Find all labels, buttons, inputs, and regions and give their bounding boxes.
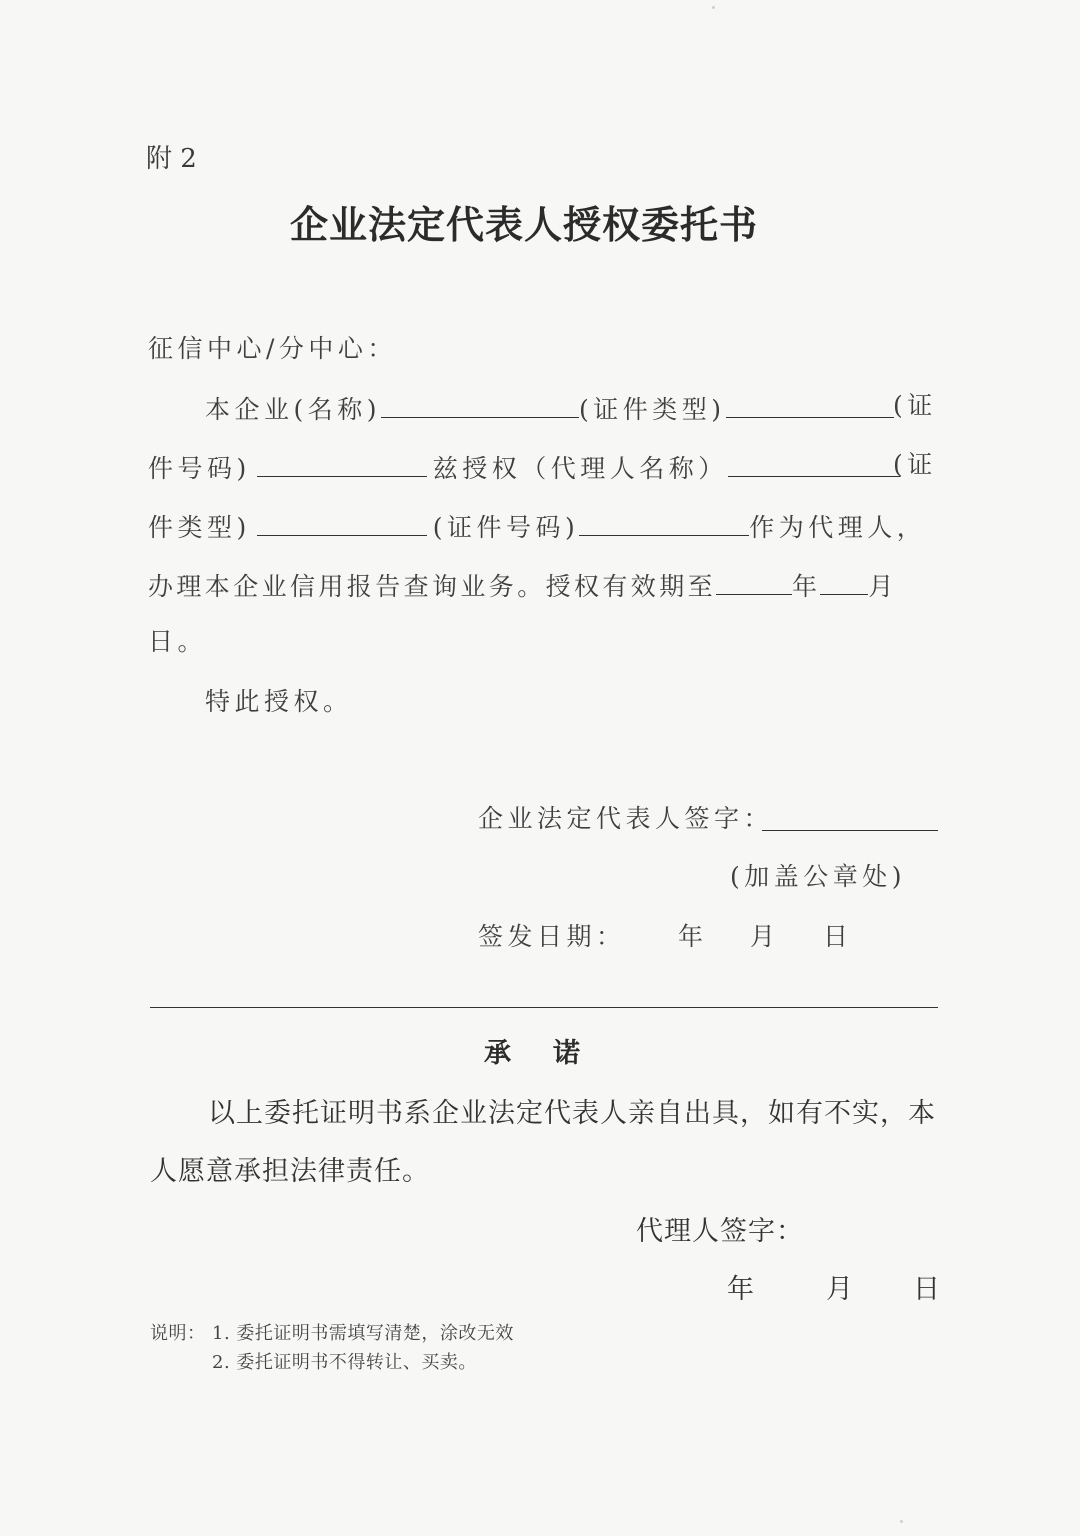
promise-day-label: 日 [913, 1274, 941, 1305]
company-name-blank[interactable] [381, 393, 579, 418]
addressee: 征信中心/分中心： [148, 334, 397, 363]
issue-date-label: 签发日期： [478, 922, 626, 951]
issue-year-label: 年 [678, 922, 708, 951]
id-number-blank[interactable] [257, 452, 427, 477]
seal-note: (加盖公章处) [730, 862, 907, 891]
id-number-label-start: (证 [893, 391, 937, 420]
agent-name-blank[interactable] [728, 452, 900, 477]
agent-signature-label: 代理人签字： [636, 1216, 804, 1247]
agent-id-type-label-end: 件类型) [148, 513, 251, 542]
authorization-line-2 [148, 452, 900, 481]
promise-month-label: 月 [826, 1274, 854, 1305]
notes-label: 说明： [150, 1323, 206, 1344]
scan-speck [900, 1520, 903, 1523]
note-item-1: 1. 委托证明书需填写清楚，涂改无效 [212, 1323, 514, 1344]
promise-text-line-1: 以上委托证明书系企业法定代表人亲自出具，如有不实，本 [208, 1098, 936, 1129]
agent-name-label: 兹授权（代理人名称） [432, 454, 728, 483]
validity-year-blank[interactable] [716, 570, 792, 595]
legal-rep-signature-blank[interactable] [762, 806, 938, 831]
validity-month-label: 月 [868, 572, 897, 601]
id-type-blank[interactable] [726, 393, 894, 418]
id-number-label-end: 件号码) [148, 454, 251, 483]
agent-id-type-label-start: (证 [893, 450, 937, 479]
validity-month-blank[interactable] [820, 570, 868, 595]
section-divider [150, 1007, 938, 1008]
annex-label: 附 2 [146, 144, 197, 174]
legal-rep-signature-label: 企业法定代表人签字： [478, 804, 774, 833]
promise-year-label: 年 [727, 1274, 755, 1305]
id-type-label: (证件类型) [579, 395, 726, 424]
note-item-2: 2. 委托证明书不得转让、买卖。 [212, 1352, 477, 1373]
special-authorization: 特此授权。 [205, 687, 353, 716]
authorization-line-3 [148, 511, 926, 540]
issue-month-label: 月 [750, 922, 780, 951]
promise-text-line-2: 人愿意承担法律责任。 [150, 1156, 430, 1187]
validity-day-label: 日。 [148, 627, 208, 656]
agent-role-text: 作为代理人， [749, 513, 927, 542]
promise-heading: 承诺 [484, 1038, 622, 1069]
issue-day-label: 日 [823, 922, 853, 951]
scan-speck [712, 6, 715, 9]
agent-id-number-blank[interactable] [579, 511, 749, 536]
agent-id-number-label: (证件号码) [432, 513, 580, 542]
agent-id-type-blank[interactable] [257, 511, 427, 536]
validity-year-label: 年 [792, 572, 821, 601]
authorization-line-1 [205, 393, 894, 422]
document-title: 企业法定代表人授权委托书 [290, 202, 759, 247]
authorization-line-4 [148, 570, 897, 599]
company-name-label: 本企业(名称) [205, 395, 382, 424]
validity-text: 办理本企业信用报告查询业务。授权有效期至 [148, 572, 717, 601]
